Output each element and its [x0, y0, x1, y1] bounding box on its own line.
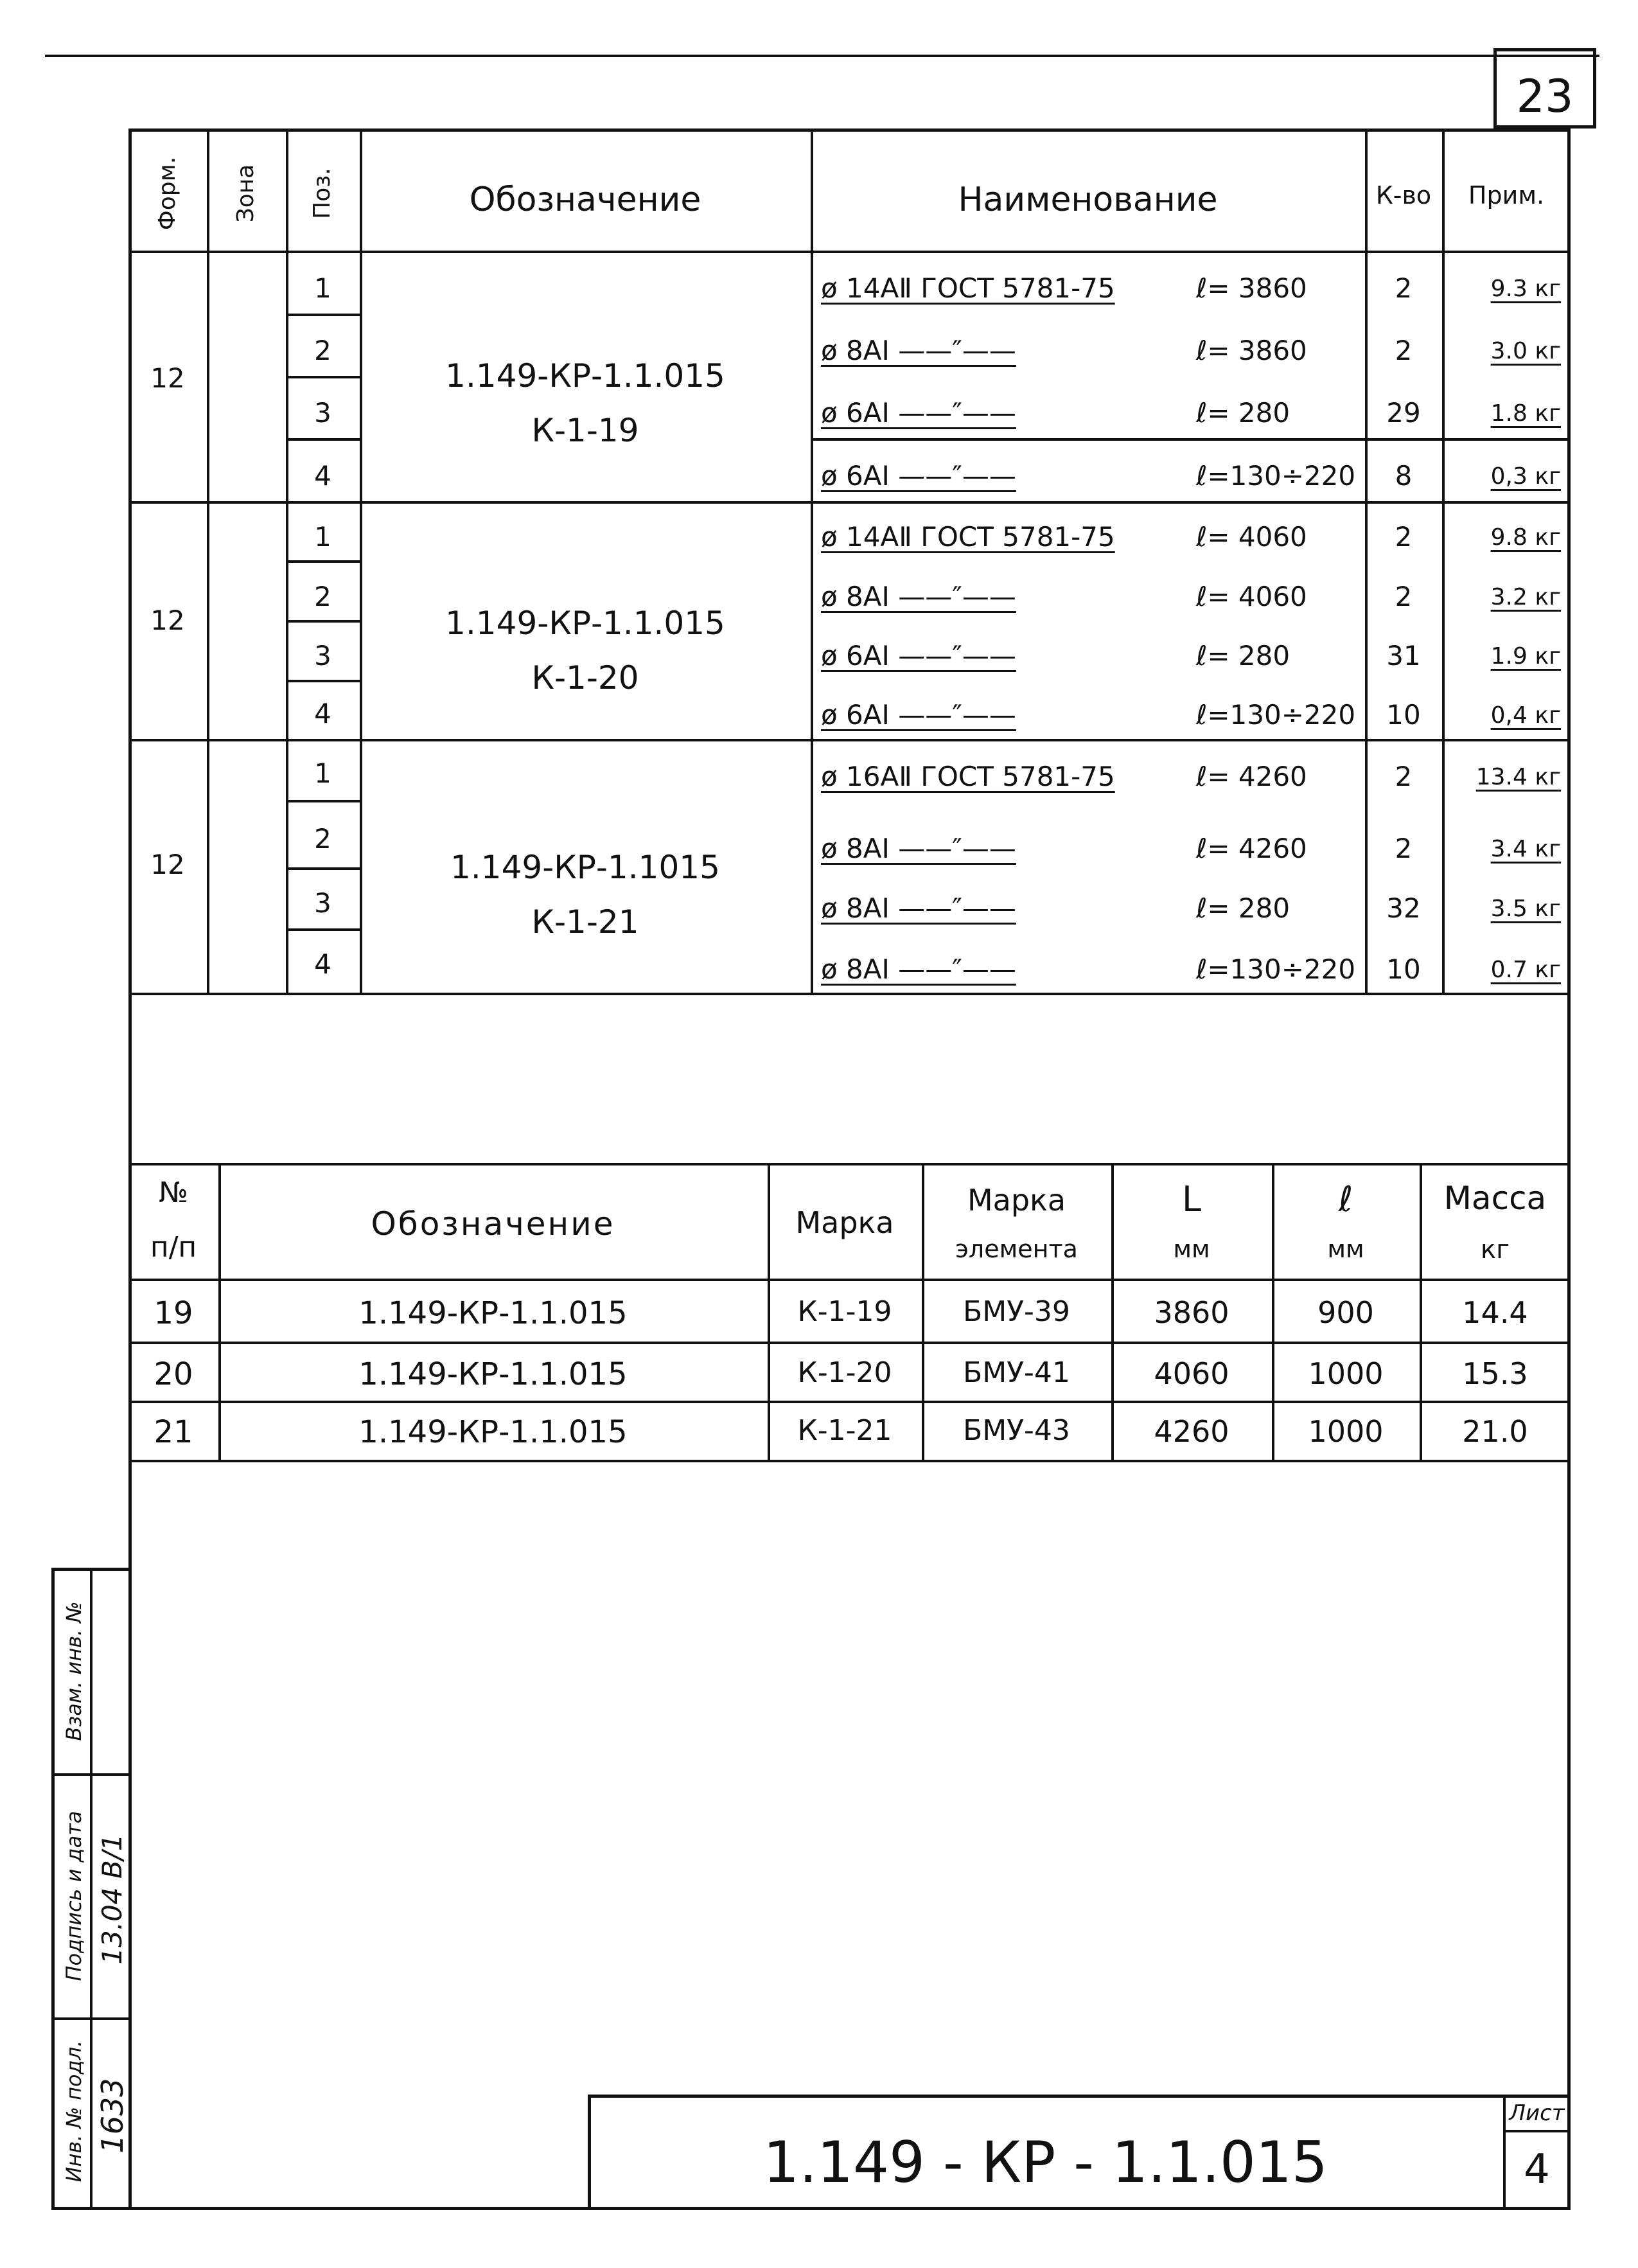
row-line — [286, 928, 360, 931]
el-row-element: БМУ-41 — [963, 1356, 1070, 1389]
spec-col-line — [1365, 128, 1368, 993]
pos-number: 2 — [314, 581, 331, 612]
row-line — [286, 376, 360, 378]
item-note: 0.7 кг — [1490, 957, 1561, 983]
el-row-num: 20 — [154, 1356, 193, 1392]
item-qty: 8 — [1395, 460, 1413, 492]
item-note: 3.0 кг — [1490, 338, 1561, 364]
item-length: ℓ= 4060 — [1196, 581, 1307, 612]
page-number: 23 — [1516, 70, 1574, 123]
sheet-label: Лист — [1509, 2100, 1565, 2126]
pos-number: 3 — [314, 397, 331, 429]
item-note: 0,4 кг — [1490, 702, 1561, 729]
el-row-L: 4260 — [1154, 1414, 1229, 1449]
side-label-signature-date: Подпись и дата — [62, 1811, 86, 1981]
item-note: 1.9 кг — [1490, 643, 1561, 669]
el-header-L: L — [1181, 1179, 1202, 1219]
item-qty: 2 — [1395, 833, 1413, 864]
item-name: ø 16АⅡ ГОСТ 5781-75 — [821, 761, 1115, 792]
group-form: 12 — [150, 849, 185, 880]
header-qty: К-во — [1375, 181, 1432, 209]
el-header-element-mark: Марка — [967, 1183, 1066, 1218]
elements-header-line — [128, 1279, 1571, 1281]
el-row-L: 4060 — [1154, 1356, 1229, 1391]
elements-top-line — [128, 1163, 1571, 1165]
spec-group-line — [128, 739, 1571, 741]
item-qty: 32 — [1386, 892, 1421, 924]
el-header-l: ℓ — [1338, 1179, 1353, 1219]
el-row-designation: 1.149-КР-1.1.015 — [358, 1356, 628, 1392]
el-row-element: БМУ-39 — [963, 1295, 1070, 1328]
item-length: ℓ= 4260 — [1196, 761, 1307, 792]
el-row-mass: 21.0 — [1462, 1414, 1528, 1449]
item-note: 1.8 кг — [1490, 400, 1561, 427]
el-row-num: 21 — [154, 1414, 193, 1450]
el-row-element: БМУ-43 — [963, 1414, 1070, 1447]
group-form: 12 — [150, 605, 185, 636]
el-row-l: 1000 — [1308, 1414, 1384, 1449]
item-name: ø 6АⅠ ——″—— — [821, 699, 1016, 731]
row-line — [811, 438, 1571, 441]
elements-row-line — [128, 1342, 1571, 1344]
item-name: ø 6АⅠ ——″—— — [821, 460, 1016, 492]
group-designation: 1.149-КР-1.1.015 — [445, 605, 725, 642]
el-header-mass: Масса — [1443, 1180, 1547, 1217]
el-header-num: № — [159, 1176, 188, 1209]
el-row-l: 1000 — [1308, 1356, 1384, 1391]
item-qty: 2 — [1395, 272, 1413, 304]
item-qty: 2 — [1395, 581, 1413, 612]
item-qty: 10 — [1386, 699, 1421, 731]
item-note: 9.8 кг — [1490, 524, 1561, 551]
top-margin-line — [45, 55, 1599, 57]
el-header-num-sub: п/п — [150, 1231, 197, 1264]
row-line — [286, 314, 360, 316]
el-header-L-unit: мм — [1173, 1235, 1210, 1263]
el-row-mark: К-1-19 — [797, 1295, 892, 1328]
el-header-designation: Обозначение — [371, 1205, 615, 1243]
group-designation: 1.149-КР-1.1015 — [450, 849, 720, 886]
item-name: ø 6АⅠ ——″—— — [821, 397, 1016, 429]
spec-group-line — [128, 501, 1571, 504]
side-label-vzam-inv: Взам. инв. № — [62, 1601, 86, 1741]
el-header-l-unit: мм — [1327, 1235, 1364, 1263]
title-block-sheet-line — [1503, 2130, 1571, 2132]
header-name: Наименование — [958, 181, 1218, 219]
pos-number: 3 — [314, 640, 331, 671]
el-row-num: 19 — [154, 1295, 193, 1331]
el-header-element-mark-sub: элемента — [955, 1235, 1078, 1263]
header-pos: Поз. — [309, 168, 335, 219]
group-mark: К-1-20 — [531, 659, 639, 696]
header-zone: Зона — [233, 164, 259, 223]
side-signature-date-value: 13.04 В/1 — [96, 1834, 128, 1965]
item-qty: 29 — [1386, 397, 1421, 429]
item-qty: 2 — [1395, 335, 1413, 366]
spec-col-line — [811, 128, 813, 993]
spec-col-line — [207, 128, 209, 993]
item-name: ø 8АⅠ ——″—— — [821, 892, 1016, 924]
item-note: 0,3 кг — [1490, 463, 1561, 490]
item-length: ℓ= 4060 — [1196, 521, 1307, 553]
item-note: 3.2 кг — [1490, 584, 1561, 610]
item-length: ℓ= 3860 — [1196, 272, 1307, 304]
pos-number: 4 — [314, 698, 331, 729]
side-label-inv-podl: Инв. № подл. — [62, 2040, 86, 2183]
pos-number: 4 — [314, 460, 331, 492]
sheet-number: 4 — [1524, 2146, 1550, 2193]
group-mark: К-1-19 — [531, 412, 639, 449]
item-name: ø 6АⅠ ——″—— — [821, 640, 1016, 671]
pos-number: 1 — [314, 757, 331, 789]
el-header-mark: Марка — [795, 1205, 894, 1240]
el-row-mark: К-1-21 — [797, 1414, 892, 1447]
el-header-mass-unit: кг — [1480, 1235, 1510, 1264]
item-name: ø 14АⅡ ГОСТ 5781-75 — [821, 521, 1115, 553]
sheet-frame — [128, 128, 1571, 2210]
side-inv-podl-value: 1633 — [95, 2078, 130, 2154]
pos-number: 2 — [314, 823, 331, 855]
el-row-L: 3860 — [1154, 1295, 1229, 1330]
header-note: Прим. — [1468, 181, 1545, 209]
pos-number: 4 — [314, 948, 331, 980]
item-qty: 2 — [1395, 521, 1413, 553]
spec-header-line — [128, 251, 1571, 253]
row-line — [286, 867, 360, 870]
item-note: 9.3 кг — [1490, 276, 1561, 302]
item-length: ℓ=130÷220 — [1196, 460, 1356, 492]
row-line — [286, 438, 360, 441]
side-stamp-divider — [90, 1568, 92, 2210]
row-line — [286, 800, 360, 802]
spec-col-line — [1442, 128, 1445, 993]
item-length: ℓ= 3860 — [1196, 335, 1307, 366]
item-note: 3.5 кг — [1490, 896, 1561, 922]
spec-bottom-line — [128, 993, 1571, 995]
pos-number: 2 — [314, 335, 331, 366]
group-mark: К-1-21 — [531, 903, 639, 941]
item-length: ℓ=130÷220 — [1196, 953, 1356, 985]
item-length: ℓ= 280 — [1196, 397, 1290, 429]
pos-number: 1 — [314, 521, 331, 553]
item-length: ℓ= 280 — [1196, 892, 1290, 924]
row-line — [286, 680, 360, 682]
item-name: ø 8АⅠ ——″—— — [821, 581, 1016, 612]
item-length: ℓ=130÷220 — [1196, 699, 1356, 731]
item-note: 3.4 кг — [1490, 836, 1561, 862]
el-row-mass: 15.3 — [1462, 1356, 1528, 1391]
row-line — [286, 560, 360, 563]
row-line — [286, 620, 360, 623]
item-length: ℓ= 4260 — [1196, 833, 1307, 864]
item-length: ℓ= 280 — [1196, 640, 1290, 671]
el-row-mass: 14.4 — [1462, 1295, 1528, 1330]
item-qty: 2 — [1395, 761, 1413, 792]
pos-number: 1 — [314, 272, 331, 304]
header-designation: Обозначение — [469, 181, 701, 219]
item-name: ø 14АⅡ ГОСТ 5781-75 — [821, 272, 1115, 304]
item-qty: 10 — [1386, 953, 1421, 985]
header-form: Форм. — [154, 156, 181, 231]
group-designation: 1.149-КР-1.1.015 — [445, 357, 725, 394]
el-row-mark: К-1-20 — [797, 1356, 892, 1389]
elements-bottom-line — [128, 1460, 1571, 1462]
el-row-designation: 1.149-КР-1.1.015 — [358, 1295, 628, 1331]
pos-number: 3 — [314, 887, 331, 919]
title-code: 1.149 - КР - 1.1.015 — [763, 2129, 1328, 2195]
el-row-l: 900 — [1317, 1295, 1374, 1330]
item-name: ø 8АⅠ ——″—— — [821, 953, 1016, 985]
item-name: ø 8АⅠ ——″—— — [821, 335, 1016, 366]
item-note: 13.4 кг — [1475, 764, 1561, 790]
elements-row-line — [128, 1401, 1571, 1403]
el-row-designation: 1.149-КР-1.1.015 — [358, 1414, 628, 1450]
group-form: 12 — [150, 362, 185, 394]
item-qty: 31 — [1386, 640, 1421, 671]
item-name: ø 8АⅠ ——″—— — [821, 833, 1016, 864]
